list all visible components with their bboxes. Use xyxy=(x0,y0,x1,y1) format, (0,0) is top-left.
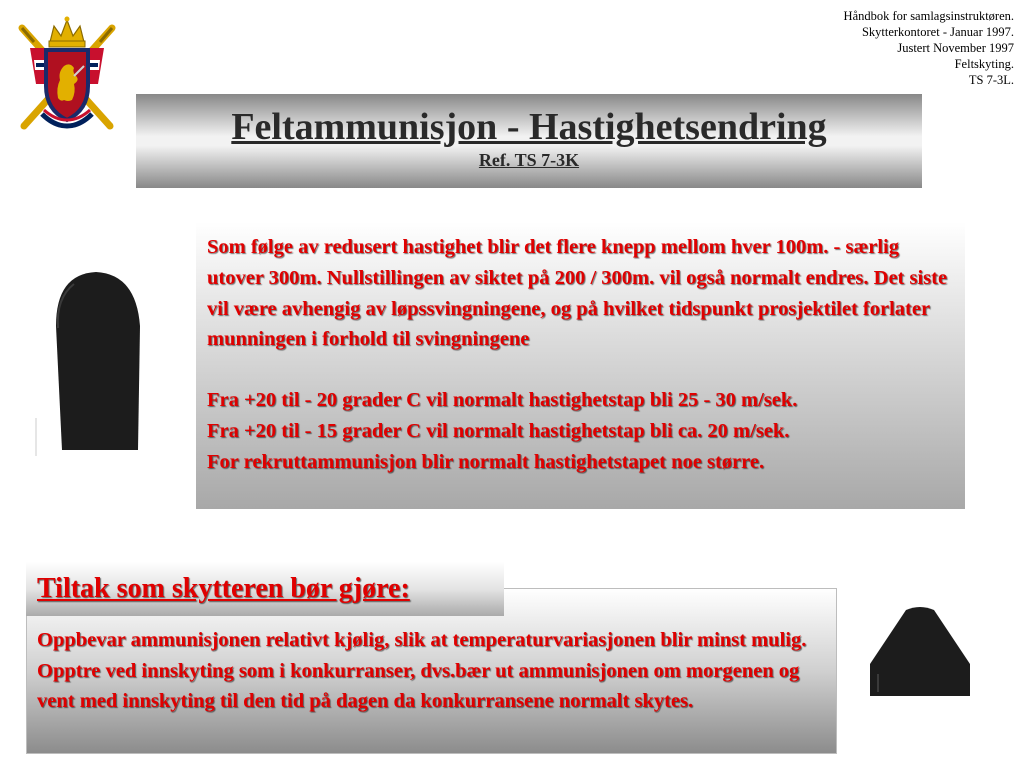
info-line: Fra +20 til - 15 grader C vil normalt hastighetstap bli ca. 20 m/sek. xyxy=(207,419,790,442)
trapezoid-target-silhouette-icon xyxy=(864,604,976,700)
header-line: TS 7-3L. xyxy=(968,73,1014,87)
info-paragraph: Som følge av redusert hastighet blir det flere knepp mellom hver 100m. - særlig utover 300m. Nullstillingen av siktet på 200 / 300m. vil også normalt endres. Det siste vil være avhengig av løpssvingningene, og på hvilket tidspunkt prosjektilet forlater munningen i forhold til svingningene xyxy=(207,236,948,351)
page-title: Feltammunisjon - Hastighetsendring xyxy=(231,106,827,148)
header-line: Skytterkontoret - Januar 1997. xyxy=(861,25,1014,39)
rounded-target-silhouette-icon xyxy=(34,268,159,458)
header-line: Feltskyting. xyxy=(954,57,1014,71)
reference-label: Ref. TS 7-3K xyxy=(478,150,580,170)
coat-of-arms-icon xyxy=(14,14,120,138)
header-line: Håndbok for samlagsinstruktøren. xyxy=(843,9,1014,23)
header-line: Justert November 1997 xyxy=(897,41,1014,55)
advice-heading: Tiltak som skytteren bør gjøre: xyxy=(26,562,504,616)
advice-body: Oppbevar ammunisjonen relativt kjølig, slik at temperaturvariasjonen blir minst mulig. Opptre ved innskyting som i konkurranser, dvs.bær ut ammunisjonen om morgenen og vent med innskyting til den tid på dagen da konkurransene normalt skytes. xyxy=(37,629,807,712)
info-panel xyxy=(196,222,965,509)
title-banner xyxy=(136,94,922,188)
info-line: Fra +20 til - 20 grader C vil normalt hastighetstap bli 25 - 30 m/sek. xyxy=(207,389,798,412)
info-line: For rekruttammunisjon blir normalt hastighetstapet noe større. xyxy=(207,450,765,473)
document-header-info xyxy=(714,8,1014,88)
